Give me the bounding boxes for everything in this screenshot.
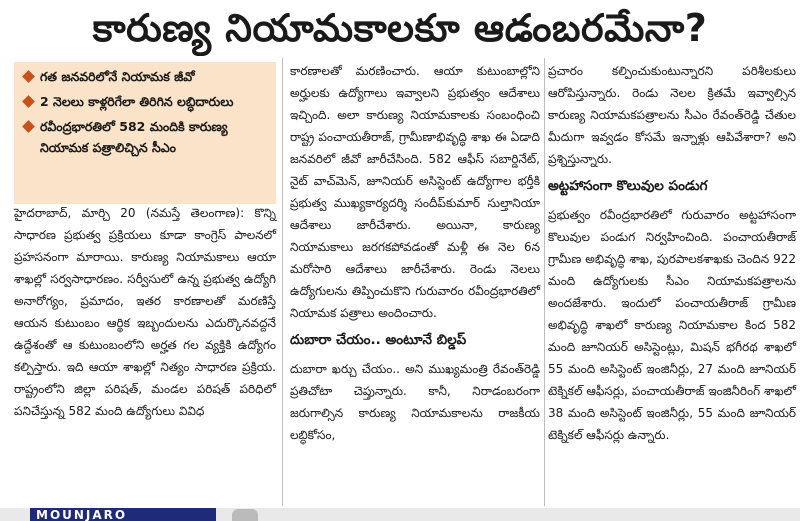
article-column-1	[14, 202, 276, 422]
column-divider	[544, 58, 545, 506]
ad-logo-icon	[232, 509, 258, 521]
column-1-body: హైదరాబాద్, మార్చి 20 (నమస్తే తెలంగాణ): కొన్ని సాధారణ ప్రభుత్వ ప్రక్రియలు కూడా కాంగ్రెస్ పాలనలో ప్రహసనంగా మారాయి. కారుణ్య నియామకాలు ఆయా శాఖల్లో సర్వసాధారణం. సర్వీసులో ఉన్న ప్రభుత్వ ఉద్యోగి అనారోగ్యం, ప్రమాదం, ఇతర కారణాలతో మరణిస్తే ఆయన కుటుంబం ఆర్థిక ఇబ్బందులను ఎదుర్కొనవద్దనే ఉద్దేశంతో ఆ కుటుంబంలోని అర్హత గల వ్యక్తికి ఉద్యోగం కల్పిస్తారు. ఇది ఆయా శాఖల్లో నిత్యం సాధారణ ప్రక్రియ. రాష్ట్రంలోని జిల్లా పరిషత్, మండల పరిషత్ పరిధిలో పనిచేస్తున్న 582 మంది ఉద్యోగులు వివిధ	[14, 206, 276, 418]
article-column-3	[548, 60, 796, 446]
bullet-icon	[22, 70, 35, 83]
column-3-subhead: అట్టహాసంగా కొలువుల పండుగ	[548, 178, 708, 194]
ad-banner: MOUNJARO	[30, 508, 216, 521]
highlight-item	[18, 91, 268, 112]
highlight-item	[18, 66, 268, 87]
article-column-2	[290, 60, 540, 446]
bottom-ad-strip	[0, 508, 800, 521]
highlights-box	[14, 62, 276, 204]
bullet-icon	[22, 95, 35, 108]
column-3-body-2: ప్రభుత్వం రవీంద్రభారతిలో గురువారం అట్టహాసంగా కొలువుల పండుగ నిర్వహించింది. పంచాయతీరాజ్ గ్రామీణ అభివృద్ధి శాఖ, పురపాలకశాఖకు చెందిన 922 మంది ఉద్యోగులకు సీఎం నియామకపత్రాలను అందజేశారు. ఇందులో పంచాయతీరాజ్ గ్రామీణ అభివృద్ధి శాఖలో కారుణ్య నియామకాల కింద 582 మంది జూనియర్ అసిస్టెంట్లు, మిషన్ భగీరథ శాఖలో 55 మంది అసిస్టెంట్ ఇంజినీర్లు, 27 మంది జూనియర్ టెక్నికల్ ఆఫీసర్లు, పంచాయతీరాజ్ ఇంజినీరింగ్ శాఖలో 38 మంది అసిస్టెంట్ ఇంజినీర్లు, 55 మంది జూనియర్ టెక్నికల్ ఆఫీసర్లు ఉన్నారు.	[548, 208, 796, 442]
column-2-body-2: దుబారా ఖర్చు చేయం.. అని ముఖ్యమంత్రి రేవంత్‌రెడ్డి ప్రతిచోటా చెప్తున్నారు. కానీ, నిరాడంబరంగా జరుగాల్సిన కారుణ్య నియామకాలను రాజకీయ లబ్ధికోసం,	[290, 362, 540, 442]
column-divider	[282, 58, 283, 506]
highlight-text: 2 నెలలు కాళ్లరిగేలా తిరిగిన లబ్ధిదారులు	[40, 94, 234, 109]
headline: కారుణ్య నియామకాలకూ ఆడంబరమేనా?	[92, 6, 708, 50]
highlight-item	[18, 116, 268, 158]
column-2-subhead: దుబారా చేయం.. అంటూనే బిల్డప్	[290, 332, 467, 348]
column-2-body: కారణాలతో మరణించారు. ఆయా కుటుంబాల్లోని అర్హులకు ఉద్యోగాలు ఇవ్వాలని ప్రభుత్వం ఆదేశాలు ఇచ్చింది. అలా కారుణ్య నియామకాలకు సంబంధించి రాష్ట్ర పంచాయతీరాజ్, గ్రామీణాభివృద్ధి శాఖ ఈ ఏడాది జనవరిలో జీవో జారీచేసింది. 582 ఆఫీస్ సబార్డినేట్, నైట్ వాచ్‌మెన్, జూనియర్ అసిస్టెంట్ ఉద్యోగాల భర్తీకి ప్రభుత్వ ముఖ్యకార్యదర్శి సందీప్‌కుమార్ సుల్తానియా ఆదేశాలు జారీచేశారు. అయినా, కారుణ్య నియామకాలు జరగకపోవడంతో మళ్లీ ఈ నెల 6న మరోసారి ఆదేశాలు జారీచేశారు. రెండు నెలలు ఉద్యోగులను తిప్పించుకొని గురువారం రవీంద్రభారతిలో నియామక పత్రాలు అందించారు.	[290, 64, 540, 320]
highlight-text: రవీంద్రభారతిలో 582 మందికి కారుణ్య నియామక పత్రాలిచ్చిన సీఎం	[40, 119, 228, 155]
highlight-text: గత జనవరిలోనే నియామక జీవో	[40, 69, 195, 84]
bullet-icon	[22, 120, 35, 133]
column-3-body: ప్రచారం కల్పించుకుంటున్నారని పరిశీలకులు ఆరోపిస్తున్నారు. రెండు నెలల క్రితమే ఇవ్వాల్సిన కారుణ్య నియామకపత్రాలను సీఎం రేవంత్‌రెడ్డి చేతుల మీదుగా ఇవ్వడం కోసమే ఇన్నాళ్లు ఆపివేశారా? అని ప్రశ్నిస్తున్నారు.	[548, 64, 796, 166]
